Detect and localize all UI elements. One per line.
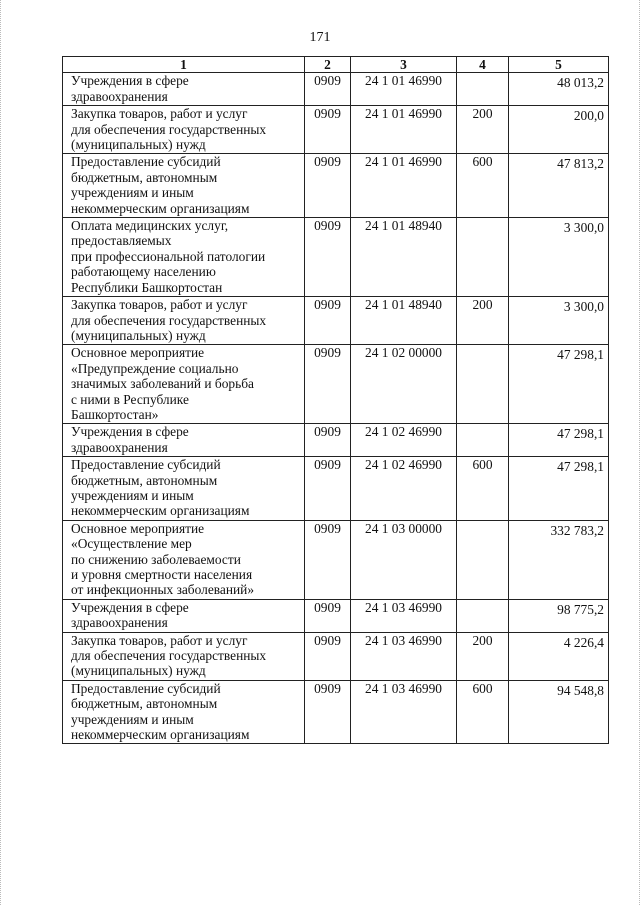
row-name: Оплата медицинских услуг, предоставляемых при профессиональной патологии работающему населению Республики Башкортостан: [63, 218, 305, 297]
row-section: 0909: [305, 520, 351, 599]
row-name: Учреждения в сфере здравоохранения: [63, 424, 305, 457]
row-sum: 98 775,2: [509, 599, 609, 632]
row-section: 0909: [305, 680, 351, 744]
row-code: 24 1 01 48940: [351, 218, 457, 297]
row-name: Предоставление субсидий бюджетным, автономным учреждениям и иным некоммерческим организациям: [63, 680, 305, 744]
row-name: Учреждения в сфере здравоохранения: [63, 599, 305, 632]
row-sum: 94 548,8: [509, 680, 609, 744]
page-right-edge: [635, 0, 640, 905]
table-row: [63, 457, 609, 521]
row-section: 0909: [305, 345, 351, 424]
row-section: 0909: [305, 73, 351, 106]
row-name: Закупка товаров, работ и услуг для обеспечения государственных (муниципальных) нужд: [63, 297, 305, 345]
row-code: 24 1 01 48940: [351, 297, 457, 345]
row-name: Учреждения в сфере здравоохранения: [63, 73, 305, 106]
table-row: [63, 73, 609, 106]
row-name: Закупка товаров, работ и услуг для обеспечения государственных (муниципальных) нужд: [63, 632, 305, 680]
row-code: 24 1 03 46990: [351, 680, 457, 744]
row-type: [457, 73, 509, 106]
row-name: Закупка товаров, работ и услуг для обеспечения государственных (муниципальных) нужд: [63, 106, 305, 154]
row-sum: 48 013,2: [509, 73, 609, 106]
table-row: [63, 297, 609, 345]
row-code: 24 1 03 00000: [351, 520, 457, 599]
table-row: [63, 154, 609, 218]
page-left-edge: [0, 0, 5, 905]
row-sum: 200,0: [509, 106, 609, 154]
row-name: Предоставление субсидий бюджетным, автономным учреждениям и иным некоммерческим организациям: [63, 457, 305, 521]
row-section: 0909: [305, 297, 351, 345]
row-type: 200: [457, 297, 509, 345]
row-section: 0909: [305, 218, 351, 297]
row-section: 0909: [305, 154, 351, 218]
row-sum: 47 813,2: [509, 154, 609, 218]
row-name: Основное мероприятие «Осуществление мер по снижению заболеваемости и уровня смертности населения от инфекционных заболеваний»: [63, 520, 305, 599]
table-row: [63, 632, 609, 680]
row-code: 24 1 03 46990: [351, 632, 457, 680]
column-header-name: 1: [63, 57, 305, 73]
row-sum: 47 298,1: [509, 424, 609, 457]
row-sum: 4 226,4: [509, 632, 609, 680]
row-type: 600: [457, 680, 509, 744]
row-section: 0909: [305, 106, 351, 154]
row-sum: 47 298,1: [509, 457, 609, 521]
table-row: [63, 345, 609, 424]
row-type: [457, 424, 509, 457]
row-code: 24 1 01 46990: [351, 73, 457, 106]
table-row: [63, 520, 609, 599]
row-sum: 332 783,2: [509, 520, 609, 599]
column-header-sum: 5: [509, 57, 609, 73]
table-row: [63, 218, 609, 297]
row-sum: 3 300,0: [509, 297, 609, 345]
table-row: [63, 106, 609, 154]
row-type: 200: [457, 106, 509, 154]
row-code: 24 1 02 46990: [351, 457, 457, 521]
row-code: 24 1 02 46990: [351, 424, 457, 457]
row-sum: 3 300,0: [509, 218, 609, 297]
row-name: Основное мероприятие «Предупреждение социально значимых заболеваний и борьба с ними в Республике Башкортостан»: [63, 345, 305, 424]
row-sum: 47 298,1: [509, 345, 609, 424]
row-type: [457, 599, 509, 632]
row-section: 0909: [305, 424, 351, 457]
column-header-section: 2: [305, 57, 351, 73]
row-code: 24 1 02 00000: [351, 345, 457, 424]
row-code: 24 1 01 46990: [351, 154, 457, 218]
table-header-row: [63, 57, 609, 73]
row-section: 0909: [305, 457, 351, 521]
table-row: [63, 424, 609, 457]
row-type: 600: [457, 457, 509, 521]
row-section: 0909: [305, 599, 351, 632]
table-row: [63, 599, 609, 632]
budget-table: [62, 56, 609, 744]
column-header-type: 4: [457, 57, 509, 73]
column-header-code: 3: [351, 57, 457, 73]
row-name: Предоставление субсидий бюджетным, автономным учреждениям и иным некоммерческим организациям: [63, 154, 305, 218]
row-code: 24 1 01 46990: [351, 106, 457, 154]
page-number: 171: [309, 30, 331, 45]
row-code: 24 1 03 46990: [351, 599, 457, 632]
row-type: [457, 345, 509, 424]
row-type: 200: [457, 632, 509, 680]
row-type: 600: [457, 154, 509, 218]
row-section: 0909: [305, 632, 351, 680]
row-type: [457, 218, 509, 297]
row-type: [457, 520, 509, 599]
table-row: [63, 680, 609, 744]
